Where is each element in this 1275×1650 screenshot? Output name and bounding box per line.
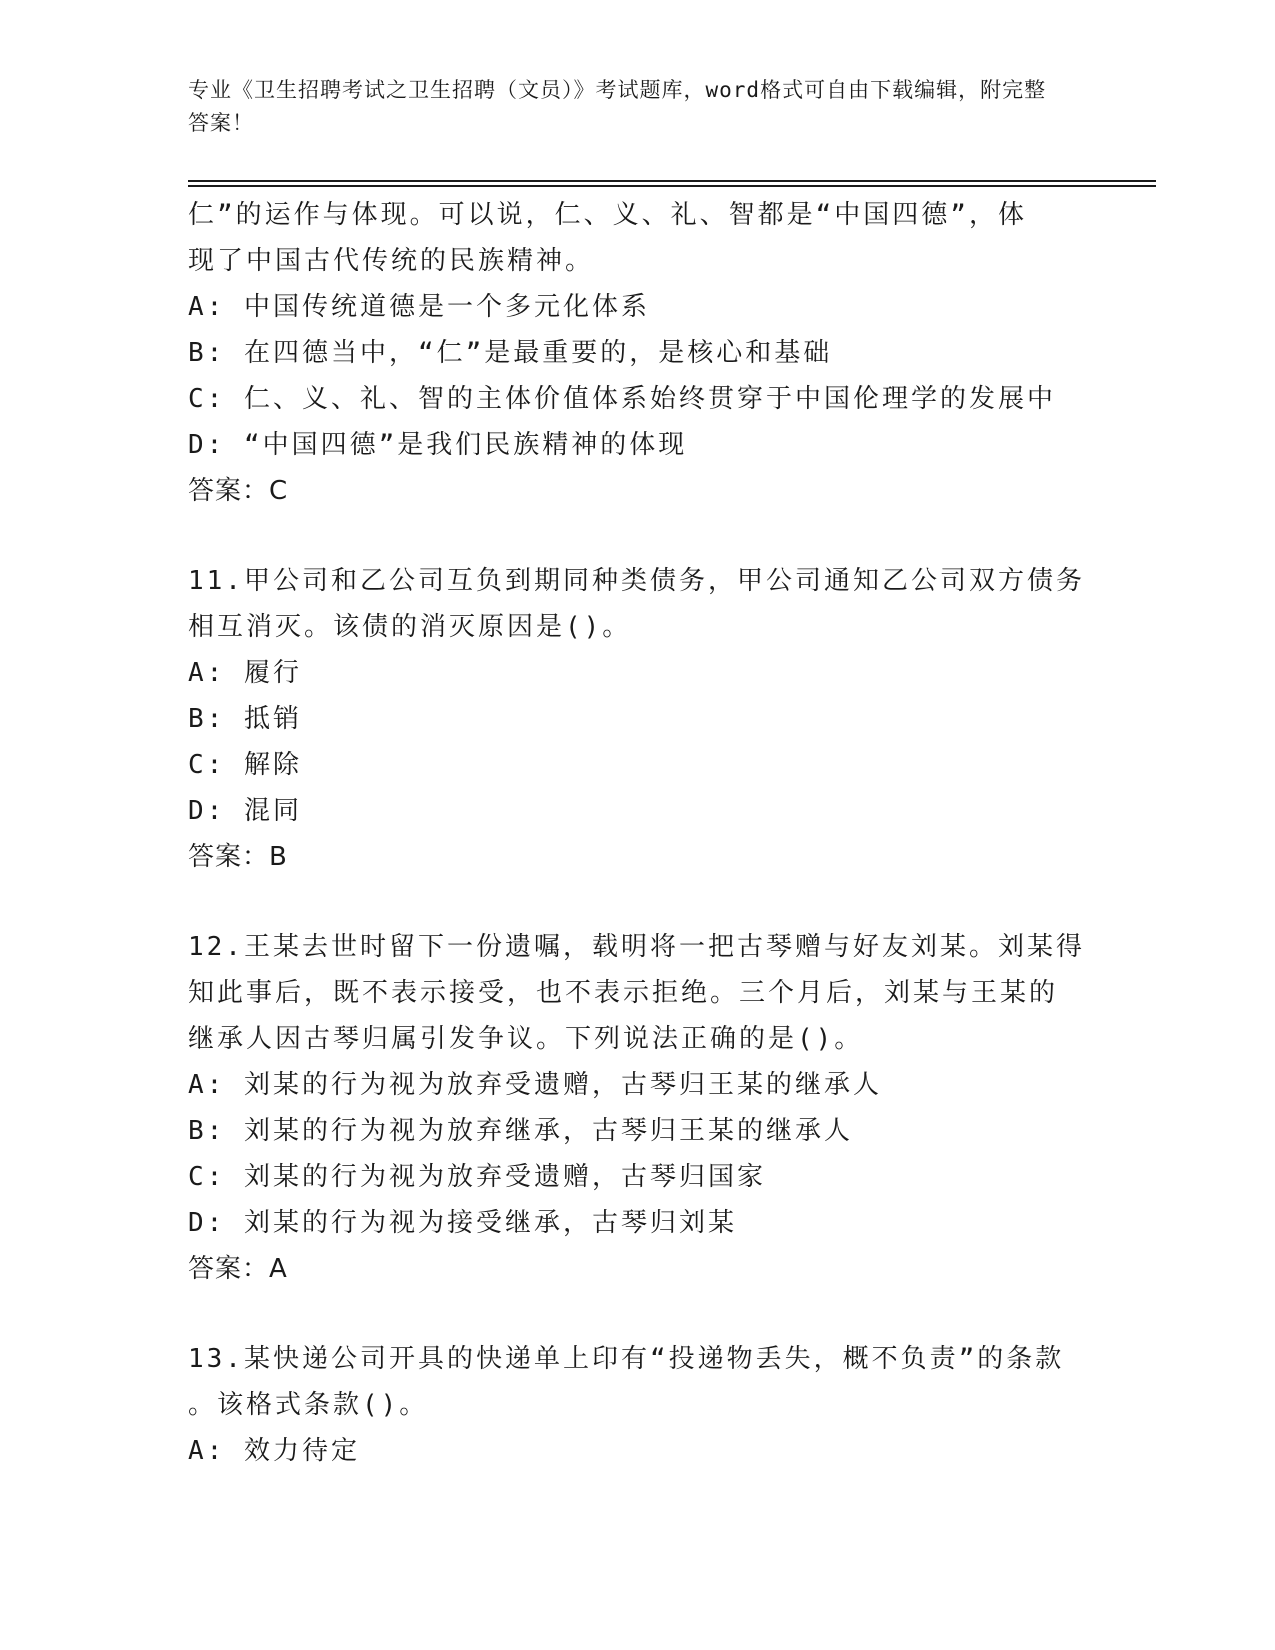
question-12 [188,924,1088,1292]
question-text-line: 13.某快递公司开具的快递单上印有“投递物丢失，概不负责”的条款 [188,1344,1065,1374]
option-a: A: 中国传统道德是一个多元化体系 [188,292,650,322]
option-b: B: 刘某的行为视为放弃继承，古琴归王某的继承人 [188,1116,853,1146]
question-text-line: 11.甲公司和乙公司互负到期同种类债务，甲公司通知乙公司双方债务 [188,566,1085,596]
option-b: B: 在四德当中，“仁”是最重要的，是核心和基础 [188,338,833,368]
option-c: C: 解除 [188,750,302,780]
document-header: 专业《卫生招聘考试之卫生招聘（文员）》考试题库，word格式可自由下载编辑，附完整答案！ [188,78,1047,135]
question-text-line: 12.王某去世时留下一份遗嘱，载明将一把古琴赠与好友刘某。刘某得 [188,932,1085,962]
option-d: D: 混同 [188,796,302,826]
option-c: C: 仁、义、礼、智的主体价值体系始终贯穿于中国伦理学的发展中 [188,384,1056,414]
question-content [188,192,1088,1474]
answer-line: 答案：B [188,842,288,872]
option-d: D: “中国四德”是我们民族精神的体现 [188,430,688,460]
question-11 [188,558,1088,880]
answer-line: 答案：C [188,476,289,506]
question-text-line: 知此事后，既不表示接受，也不表示拒绝。三个月后，刘某与王某的 [188,978,1059,1008]
header-divider-bottom [188,185,1156,187]
option-a: A: 效力待定 [188,1436,360,1466]
option-b: B: 抵销 [188,704,302,734]
answer-line: 答案：A [188,1254,288,1284]
question-text-line: 相互消灭。该债的消灭原因是()。 [188,612,632,642]
question-13 [188,1336,1088,1474]
question-10-continuation [188,192,1088,514]
option-c: C: 刘某的行为视为放弃受遗赠，古琴归国家 [188,1162,766,1192]
question-text-line: 继承人因古琴归属引发争议。下列说法正确的是()。 [188,1024,864,1054]
option-a: A: 履行 [188,658,302,688]
header-divider-top [188,180,1156,182]
option-d: D: 刘某的行为视为接受继承，古琴归刘某 [188,1208,737,1238]
question-text-line: 。该格式条款()。 [188,1390,429,1420]
question-text-line: 仁”的运作与体现。可以说，仁、义、礼、智都是“中国四德”，体 [188,200,1027,230]
option-a: A: 刘某的行为视为放弃受遗赠，古琴归王某的继承人 [188,1070,882,1100]
question-text-line: 现了中国古代传统的民族精神。 [188,246,595,276]
